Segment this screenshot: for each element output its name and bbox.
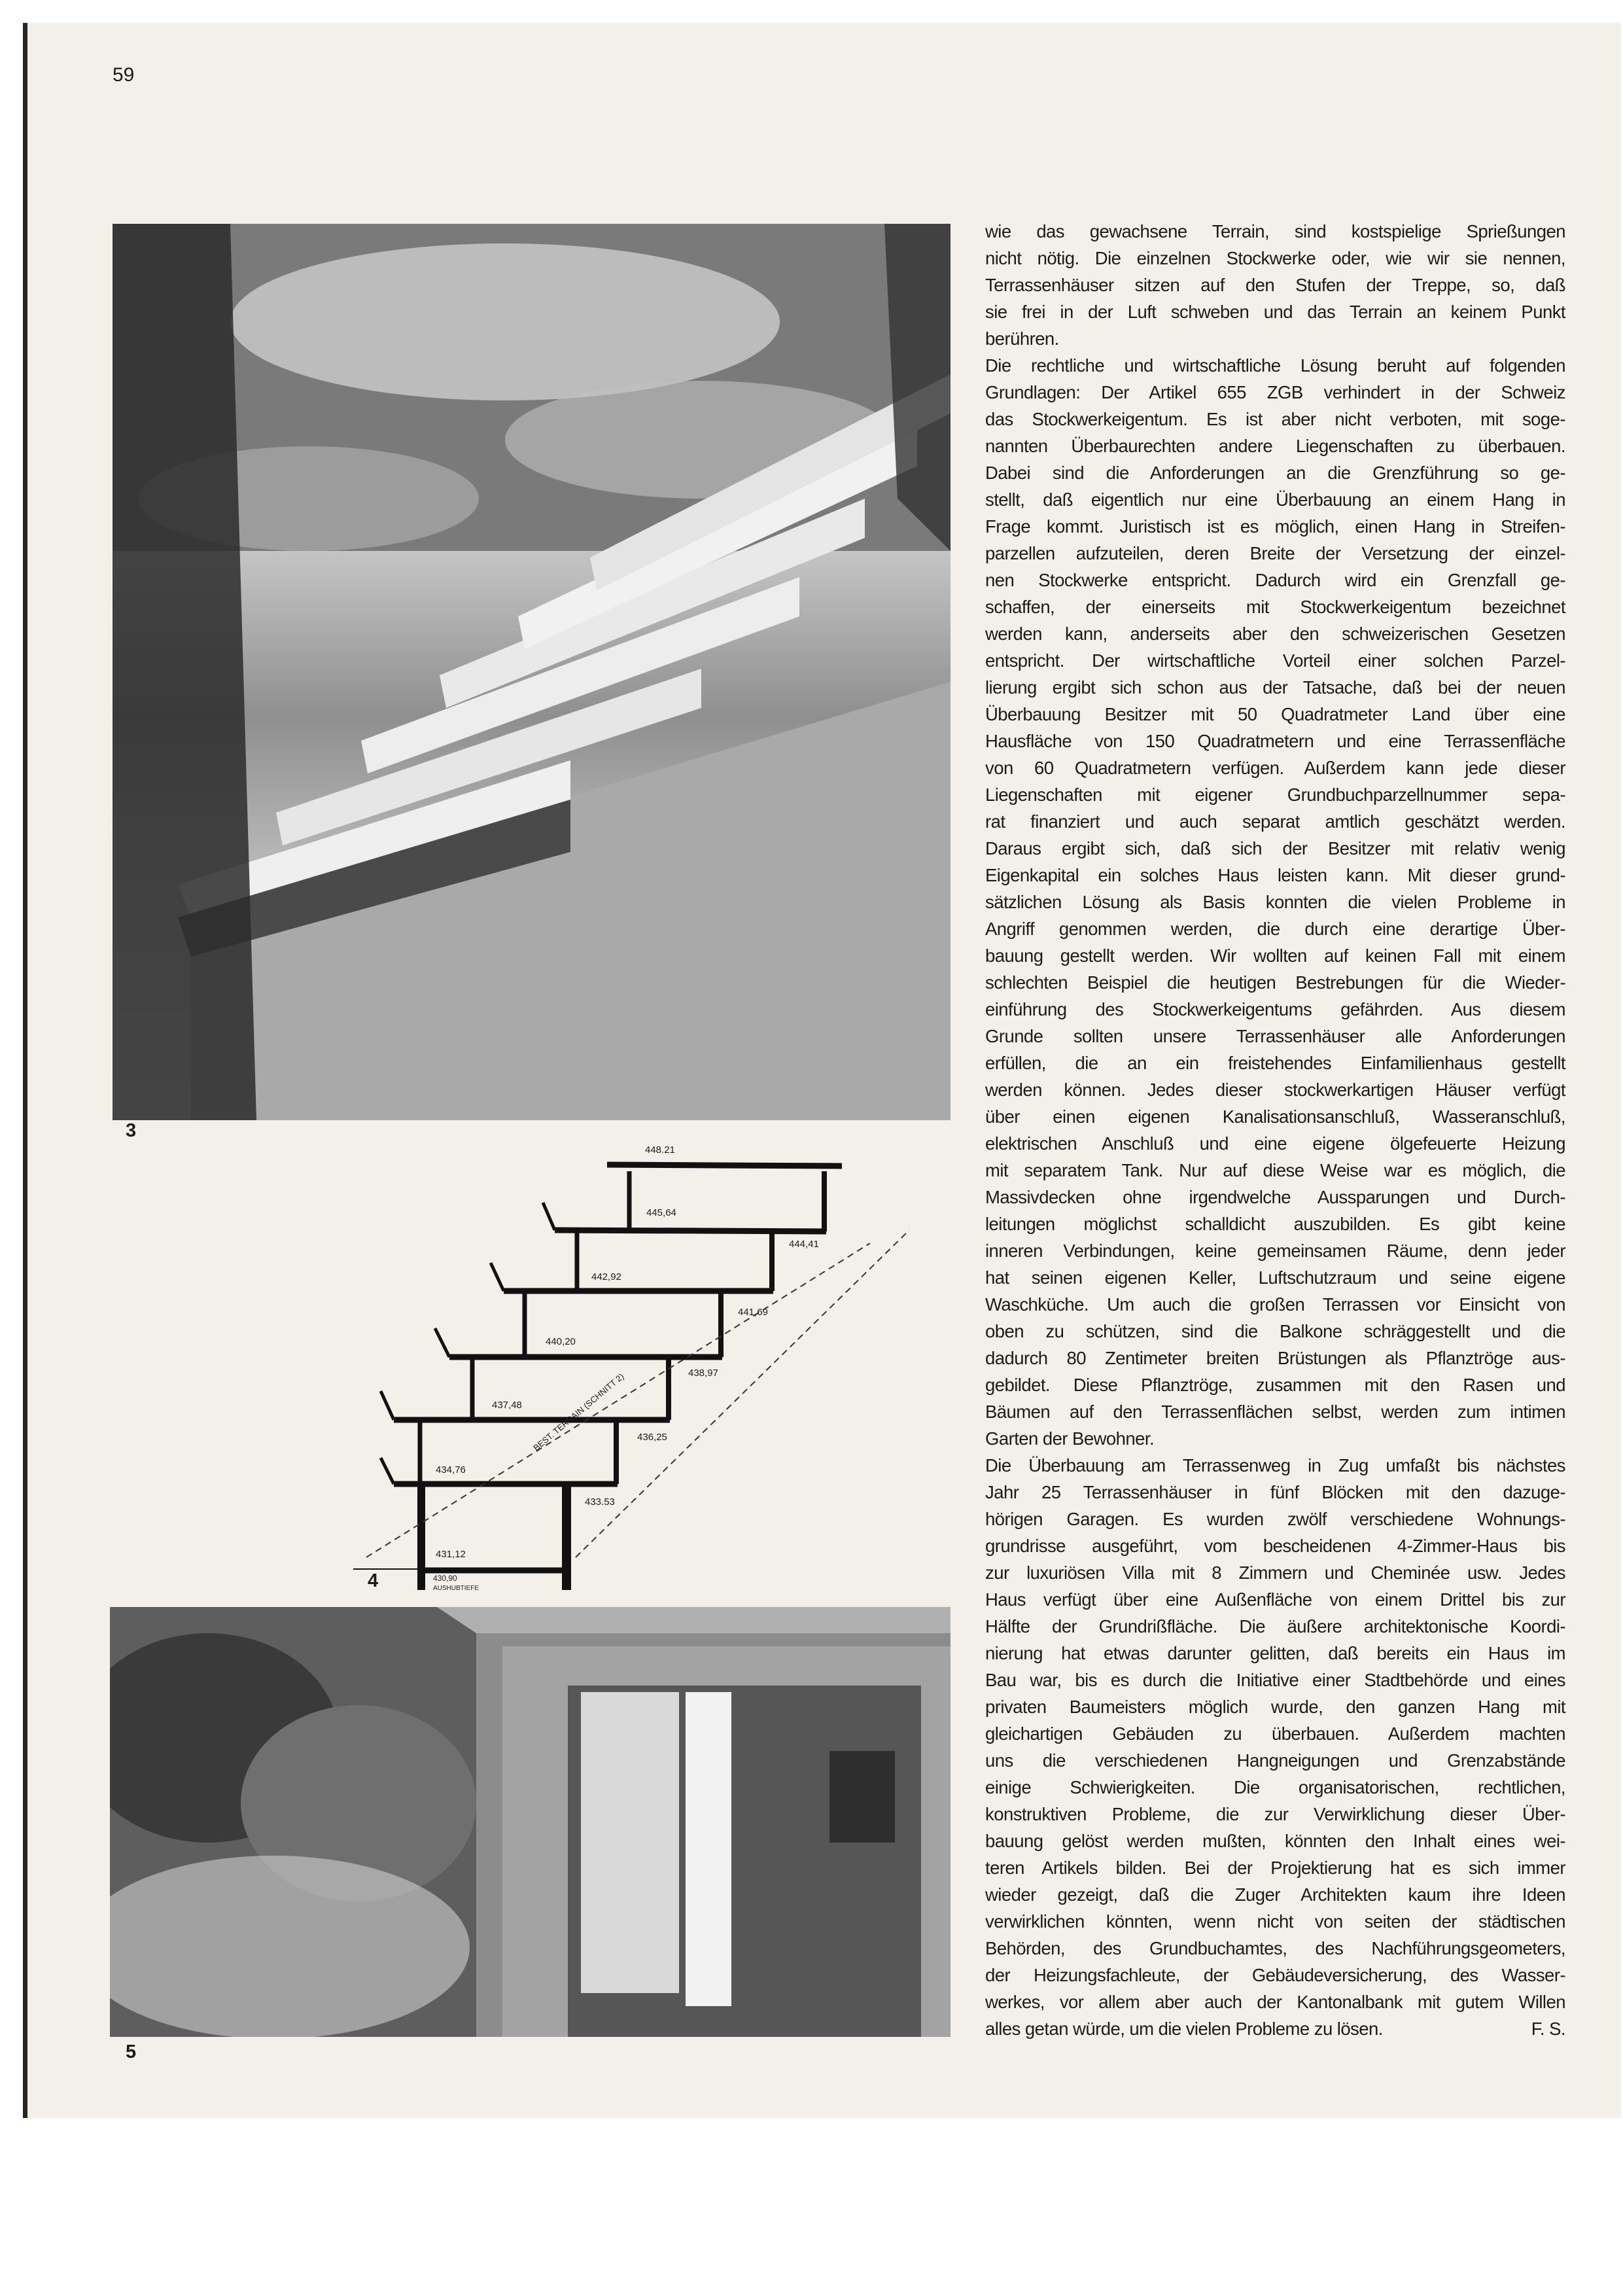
article-line-text: alles getan würde, um die vielen Probleme zu lösen.	[985, 2019, 1383, 2039]
figure-number-5: 5	[126, 2041, 137, 2062]
article-line: nen Stockwerke entspricht. Dadurch wird ein Grenzfall ge-	[985, 570, 1565, 590]
article-line: Bau war, bis es durch die Initiative einer Stadtbehörde und eines	[985, 1670, 1565, 1690]
article-line: Bäumen auf den Terrassenflächen selbst, werden zum intimen	[985, 1402, 1565, 1422]
article-line: werkes, vor allem aber auch der Kantonalbank mit gutem Willen	[985, 1992, 1565, 2012]
elevation-label: 438,97	[688, 1368, 718, 1379]
article-line: teren Artikels bilden. Bei der Projektierung hat es sich immer	[985, 1858, 1565, 1878]
article-line: bauung gelöst werden mußten, könnten den Inhalt eines wei-	[985, 1831, 1565, 1851]
elevation-label: 445,64	[646, 1207, 676, 1218]
article-line: Waschküche. Um auch die großen Terrassen vor Einsicht von	[985, 1294, 1565, 1315]
article-line: uns die verschiedenen Hangneigungen und Grenzabstände	[985, 1750, 1565, 1771]
article-line: Hälfte der Grundrißfläche. Die äußere architektonische Koordi-	[985, 1616, 1565, 1636]
article-line: gleichartigen Gebäuden zu überbauen. Außerdem machten	[985, 1723, 1565, 1744]
article-line: sie frei in der Luft schweben und das Terrain an keinem Punkt	[985, 302, 1565, 322]
article-line: Garten der Bewohner.	[985, 1428, 1155, 1449]
article-line: verwirklichen könnten, wenn nicht von seiten der städtischen	[985, 1911, 1565, 1932]
article-line: bauung gestellt werden. Wir wollten auf keinen Fall mit einem	[985, 945, 1565, 966]
article-line: Jahr 25 Terrassenhäuser in fünf Blöcken mit den dazuge-	[985, 1482, 1565, 1502]
article-line: entspricht. Der wirtschaftliche Vorteil einer solchen Parzel-	[985, 650, 1565, 671]
article-line: elektrischen Anschluß und eine eigene ölgefeuerte Heizung	[985, 1133, 1565, 1154]
article-line: inneren Verbindungen, keine gemeinsamen Räume, denn jeder	[985, 1241, 1565, 1261]
page-edge-shadow	[23, 23, 27, 2118]
article-line: wieder gezeigt, daß die Zuger Architekten kaum ihre Ideen	[985, 1884, 1565, 1905]
section-slabs	[353, 1165, 842, 1590]
elevation-label: 430,90	[433, 1574, 457, 1583]
article-line: einige Schwierigkeiten. Die organisatorischen, rechtlichen,	[985, 1777, 1565, 1797]
article-line: werden kann, anderseits aber den schweizerischen Gesetzen	[985, 624, 1565, 644]
article-line: Überbauung Besitzer mit 50 Quadratmeter Land über eine	[985, 704, 1565, 724]
article-line: Daraus ergibt sich, daß sich der Besitzer mit relativ wenig	[985, 838, 1565, 858]
elevation-label: 440,20	[546, 1336, 576, 1347]
figure-number-3: 3	[126, 1120, 137, 1141]
elevation-label: 448.21	[645, 1144, 675, 1156]
article-line: lierung ergibt sich schon aus der Tatsache, daß bei der neuen	[985, 677, 1565, 698]
article-line: berühren.	[985, 328, 1059, 349]
article-line: gebildet. Diese Pflanztröge, zusammen mit den Rasen und	[985, 1375, 1565, 1395]
article-line: nicht nötig. Die einzelnen Stockwerke oder, wie wir sie nennen,	[985, 248, 1565, 268]
article-line: das Stockwerkeigentum. Es ist aber nicht verboten, mit soge-	[985, 409, 1565, 429]
terrain-label: BEST. TERRAIN (SCHNITT 2)	[531, 1371, 626, 1453]
elevation-label: 434,76	[436, 1464, 466, 1475]
article-line: Hausfläche von 150 Quadratmetern und eine Terrassenfläche	[985, 731, 1565, 751]
article-line: rat finanziert und auch separat amtlich geschätzt werden.	[985, 811, 1565, 832]
article-line: Massivdecken ohne irgendwelche Aussparungen und Durch-	[985, 1187, 1565, 1207]
article-line: von 60 Quadratmetern verfügen. Außerdem kann jede dieser	[985, 758, 1565, 778]
article-line: wie das gewachsene Terrain, sind kostspielige Sprießungen	[985, 221, 1565, 241]
article-line: Terrassenhäuser sitzen auf den Stufen der Treppe, so, daß	[985, 275, 1565, 295]
article-line: hat seinen eigenen Keller, Luftschutzraum und seine eigene	[985, 1267, 1565, 1288]
article-line	[985, 2015, 1565, 2042]
article-line: konstruktiven Probleme, die zur Verwirklichung dieser Über-	[985, 1804, 1565, 1824]
article-line: Behörden, des Grundbuchamtes, des Nachführungsgeometers,	[985, 1938, 1565, 1958]
photo-terrace-houses-exterior	[113, 224, 951, 1120]
article-line: Dabei sind die Anforderungen an die Grenzführung so ge-	[985, 463, 1565, 483]
article-line: nannten Überbaurechten andere Liegenschaften zu überbauen.	[985, 436, 1565, 456]
article-text-column	[985, 218, 1565, 2042]
article-line: einführung des Stockwerkeigentums gefährden. Aus diesem	[985, 999, 1565, 1019]
article-line: Frage kommt. Juristisch ist es möglich, einen Hang in Streifen-	[985, 516, 1565, 537]
article-line: erfüllen, die an ein freistehendes Einfamilienhaus gestellt	[985, 1053, 1565, 1073]
photo-terrace-garden-living-room	[110, 1607, 951, 2037]
elevation-label: 433.53	[585, 1496, 615, 1508]
elevation-label: 436,25	[637, 1432, 667, 1443]
elevation-label: 437,48	[492, 1400, 522, 1411]
article-line: Grundlagen: Der Artikel 655 ZGB verhindert in der Schweiz	[985, 382, 1565, 402]
section-drawing-terrace-houses	[353, 1125, 981, 1597]
article-line: werden können. Jedes dieser stockwerkartigen Häuser verfügt	[985, 1080, 1565, 1100]
article-line: Angriff genommen werden, die durch eine derartige Über-	[985, 919, 1565, 939]
page-number: 59	[113, 64, 135, 86]
article-line: oben zu schützen, sind die Balkone schräggestellt und die	[985, 1321, 1565, 1341]
article-line: privaten Baumeisters möglich wurde, den ganzen Hang mit	[985, 1697, 1565, 1717]
article-line: Liegenschaften mit eigener Grundbuchparzellnummer sepa-	[985, 785, 1565, 805]
article-line: sätzlichen Lösung als Basis konnten die vielen Probleme in	[985, 892, 1565, 912]
article-line: mit separatem Tank. Nur auf diese Weise war es möglich, die	[985, 1160, 1565, 1180]
article-line: grundrisse ausgeführt, vom bescheidenen 4-Zimmer-Haus bis	[985, 1536, 1565, 1556]
author-signature: F. S.	[1531, 2019, 1565, 2039]
article-line: über einen eigenen Kanalisationsanschluß, Wasseranschluß,	[985, 1106, 1565, 1127]
article-line: hörigen Garagen. Es wurden zwölf verschiedene Wohnungs-	[985, 1509, 1565, 1529]
elevation-labels	[433, 1144, 819, 1592]
article-line: Eigenkapital ein solches Haus leisten kann. Mit dieser grund-	[985, 865, 1565, 885]
article-line: Grunde sollten unsere Terrassenhäuser alle Anforderungen	[985, 1026, 1565, 1046]
terrace-garden-photo-illustration	[110, 1607, 951, 2037]
terrain-line	[366, 1230, 909, 1557]
elevation-label: 442,92	[591, 1271, 621, 1282]
article-line: parzellen aufzuteilen, deren Breite der Versetzung der einzel-	[985, 543, 1565, 563]
article-line: Haus verfügt über eine Außenfläche von einem Drittel bis zur	[985, 1589, 1565, 1610]
article-line: nierung hat etwas darunter gelitten, daß bereits ein Haus im	[985, 1643, 1565, 1663]
elevation-label: 441,69	[738, 1307, 768, 1318]
article-line: stellt, daß eigentlich nur eine Überbauung an einem Hang in	[985, 489, 1565, 510]
article-line: schlechten Beispiel die heutigen Bestrebungen für die Wieder-	[985, 972, 1565, 993]
article-line: Die rechtliche und wirtschaftliche Lösung beruht auf folgenden	[985, 355, 1565, 376]
article-line: Die Überbauung am Terrassenweg in Zug umfaßt bis nächstes	[985, 1455, 1565, 1475]
figure-number-4: 4	[368, 1570, 379, 1591]
terrace-houses-photo-illustration	[113, 224, 951, 1120]
article-line: der Heizungsfachleute, der Gebäudeversicherung, des Wasser-	[985, 1965, 1565, 1985]
article-line: zur luxuriösen Villa mit 8 Zimmern und Cheminée usw. Jedes	[985, 1563, 1565, 1583]
elevation-label: 444,41	[789, 1239, 819, 1250]
article-line: schaffen, der einerseits mit Stockwerkeigentum bezeichnet	[985, 597, 1565, 617]
article-line: leitungen möglichst schalldicht auszubilden. Es gibt keine	[985, 1214, 1565, 1234]
elevation-label: 431,12	[436, 1549, 466, 1560]
excavation-depth-note: AUSHUBTIEFE	[433, 1585, 480, 1592]
article-line: dadurch 80 Zentimeter breiten Brüstungen als Pflanztröge aus-	[985, 1348, 1565, 1368]
